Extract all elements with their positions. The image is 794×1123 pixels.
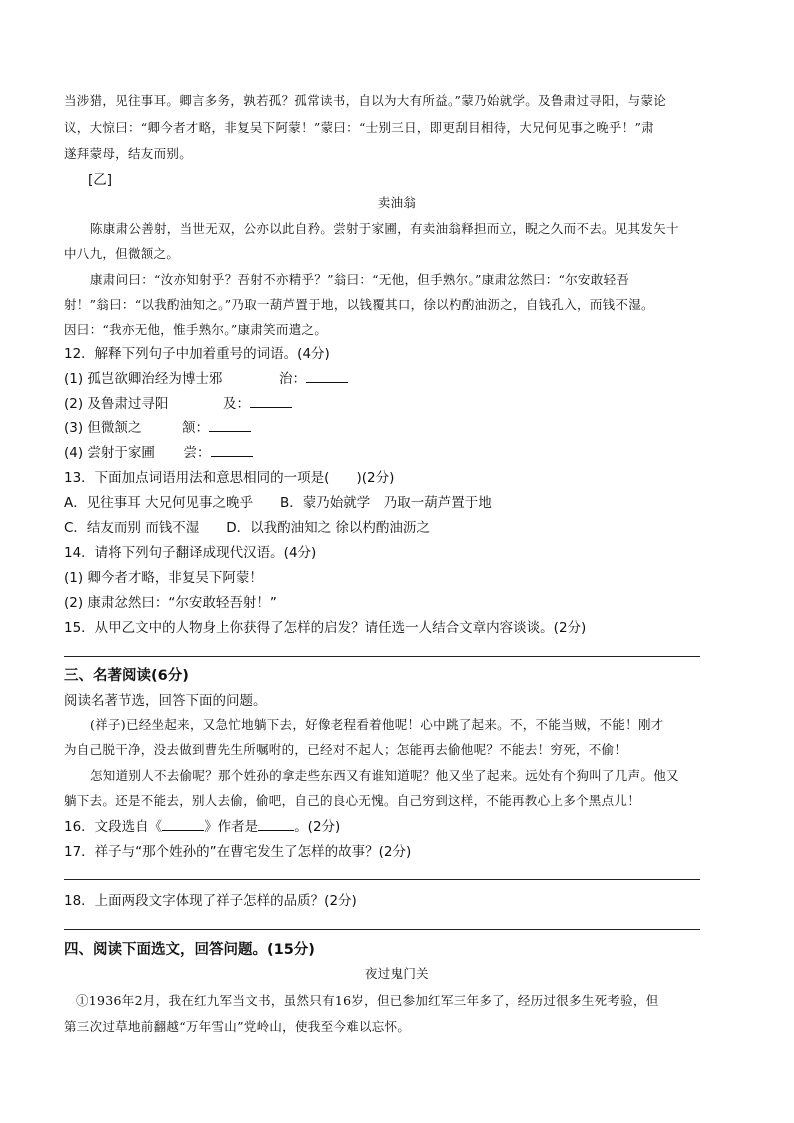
answer-blank[interactable]: [306, 370, 348, 383]
excerpt-line: 怎知道别人不去偷呢？那个姓孙的拿走些东西又有谁知道呢？他又坐了起来。远处有个狗叫了几声。他又: [90, 768, 679, 783]
question-15: 15．从甲乙文中的人物身上你获得了怎样的启发？请任选一人结合文章内容谈谈。(2分): [64, 620, 587, 636]
question-13-options-ab: A．见往事耳 大兄何见事之晚乎 B．蒙乃始就学 乃取一葫芦置于地: [64, 495, 492, 511]
excerpt-line: 为自己脱干净，没去做到曹先生所嘱咐的，已经对不起人；怎能再去偷他呢？不能去！穷死，不偷！: [64, 742, 628, 757]
question-16: [64, 815, 340, 835]
answer-blank[interactable]: [209, 419, 251, 432]
question-17: 17．祥子与“那个姓孙的”在曹宅发生了怎样的故事？(2分): [64, 844, 412, 860]
item-text: (3) 但微颔之: [64, 420, 142, 436]
question-12-item: [64, 416, 251, 436]
question-12-item: [64, 441, 253, 461]
section-4-heading: 四、阅读下面选文，回答问题。(15分): [64, 942, 315, 958]
question-14-stem: 14．请将下列句子翻译成现代汉语。(4分): [64, 545, 317, 561]
passage-yi-line: 陈康肃公善射，当世无双，公亦以此自矜。尝射于家圃，有卖油翁释担而立，睨之久而不去。见其发矢十: [90, 221, 679, 236]
question-12-item: [64, 392, 292, 412]
passage-yi-line: 射！”翁曰：“以我酌油知之。”乃取一葫芦置于地，以钱覆其口，徐以杓酌油沥之，自钱孔入，而钱不湿。: [64, 297, 654, 312]
passage-yi-line: 因曰：“我亦无他，惟手熟尔。”康肃笑而遣之。: [64, 322, 328, 337]
question-14-sentence: (2) 康肃忿然曰：“尔安敢轻吾射！”: [64, 595, 277, 611]
passage-yi-line: 中八九，但微颔之。: [64, 246, 180, 261]
question-18: 18．上面两段文字体现了祥子怎样的品质？(2分): [64, 893, 357, 909]
answer-blank[interactable]: [250, 395, 292, 408]
answer-line[interactable]: [64, 656, 700, 657]
question-13-options-cd: C．结友而别 而钱不湿 D．以我酌油知之 徐以杓酌油沥之: [64, 520, 430, 536]
passage-yi-label: [乙]: [88, 172, 113, 188]
passage-jia-line: 当涉猎，见往事耳。卿言多务，孰若孤？孤常读书，自以为大有所益。”蒙乃始就学。及鲁肃过寻阳，与蒙论: [64, 93, 667, 108]
item-word: 及：: [223, 396, 251, 412]
question-13-stem: 13．下面加点词语用法和意思相同的一项是( )(2分): [64, 470, 395, 486]
item-word: 尝：: [183, 445, 211, 461]
answer-line[interactable]: [64, 929, 700, 930]
article-line: 第三次过草地前翻越“万年雪山”党岭山，使我至今难以忘怀。: [64, 1019, 411, 1034]
q16-text-b: 》作者是: [204, 819, 259, 835]
section-3-intro: 阅读名著节选，回答下面的问题。: [64, 693, 267, 709]
question-14-sentence: (1) 卿今者才略，非复吴下阿蒙！: [64, 570, 263, 586]
section-4-article-title: 夜过鬼门关: [364, 966, 429, 981]
item-text: (4) 尝射于家圃: [64, 445, 155, 461]
passage-yi-title: 卖油翁: [377, 195, 417, 210]
excerpt-line: 躺下去。还是不能去，别人去偷，偷吧，自己的良心无愧。自己穷到这样，不能再教心上多个黑点儿！: [64, 793, 641, 808]
item-text: (1) 孤岂欲卿治经为博士邪: [64, 371, 223, 387]
question-12-stem: 12．解释下列句子中加着重号的词语。(4分): [64, 346, 330, 362]
question-12-item: [64, 367, 348, 387]
section-3-heading: 三、名著阅读(6分): [64, 668, 189, 684]
book-title-blank[interactable]: [162, 818, 204, 831]
excerpt-line: (祥子)已经坐起来，又急忙地躺下去，好像老程看着他呢！心中跳了起来。不，不能当贼，不能！刚才: [90, 717, 664, 732]
article-line: ①1936年2月，我在红九军当文书，虽然只有16岁，但已参加红军三年多了，经历过很多生死考验，但: [76, 993, 659, 1008]
item-text: (2) 及鲁肃过寻阳: [64, 396, 169, 412]
answer-line[interactable]: [64, 879, 700, 880]
passage-jia-line: 遂拜蒙母，结友而别。: [64, 146, 193, 161]
passage-yi-line: 康肃问曰：“汝亦知射乎？吾射不亦精乎？”翁曰：“无他，但手熟尔。”康肃忿然曰：“尔安敢轻吾: [90, 272, 630, 287]
item-word: 颔：: [182, 420, 210, 436]
q16-text-c: 。(2分): [294, 819, 341, 835]
passage-jia-line: 议，大惊曰：“卿今者才略，非复吴下阿蒙！”蒙曰：“士别三日，即更刮目相待，大兄何见事之晚乎！”肃: [64, 120, 654, 135]
item-word: 治：: [279, 371, 307, 387]
q16-text-a: 16．文段选自《: [64, 819, 163, 835]
author-blank[interactable]: [258, 818, 294, 831]
answer-blank[interactable]: [211, 444, 253, 457]
